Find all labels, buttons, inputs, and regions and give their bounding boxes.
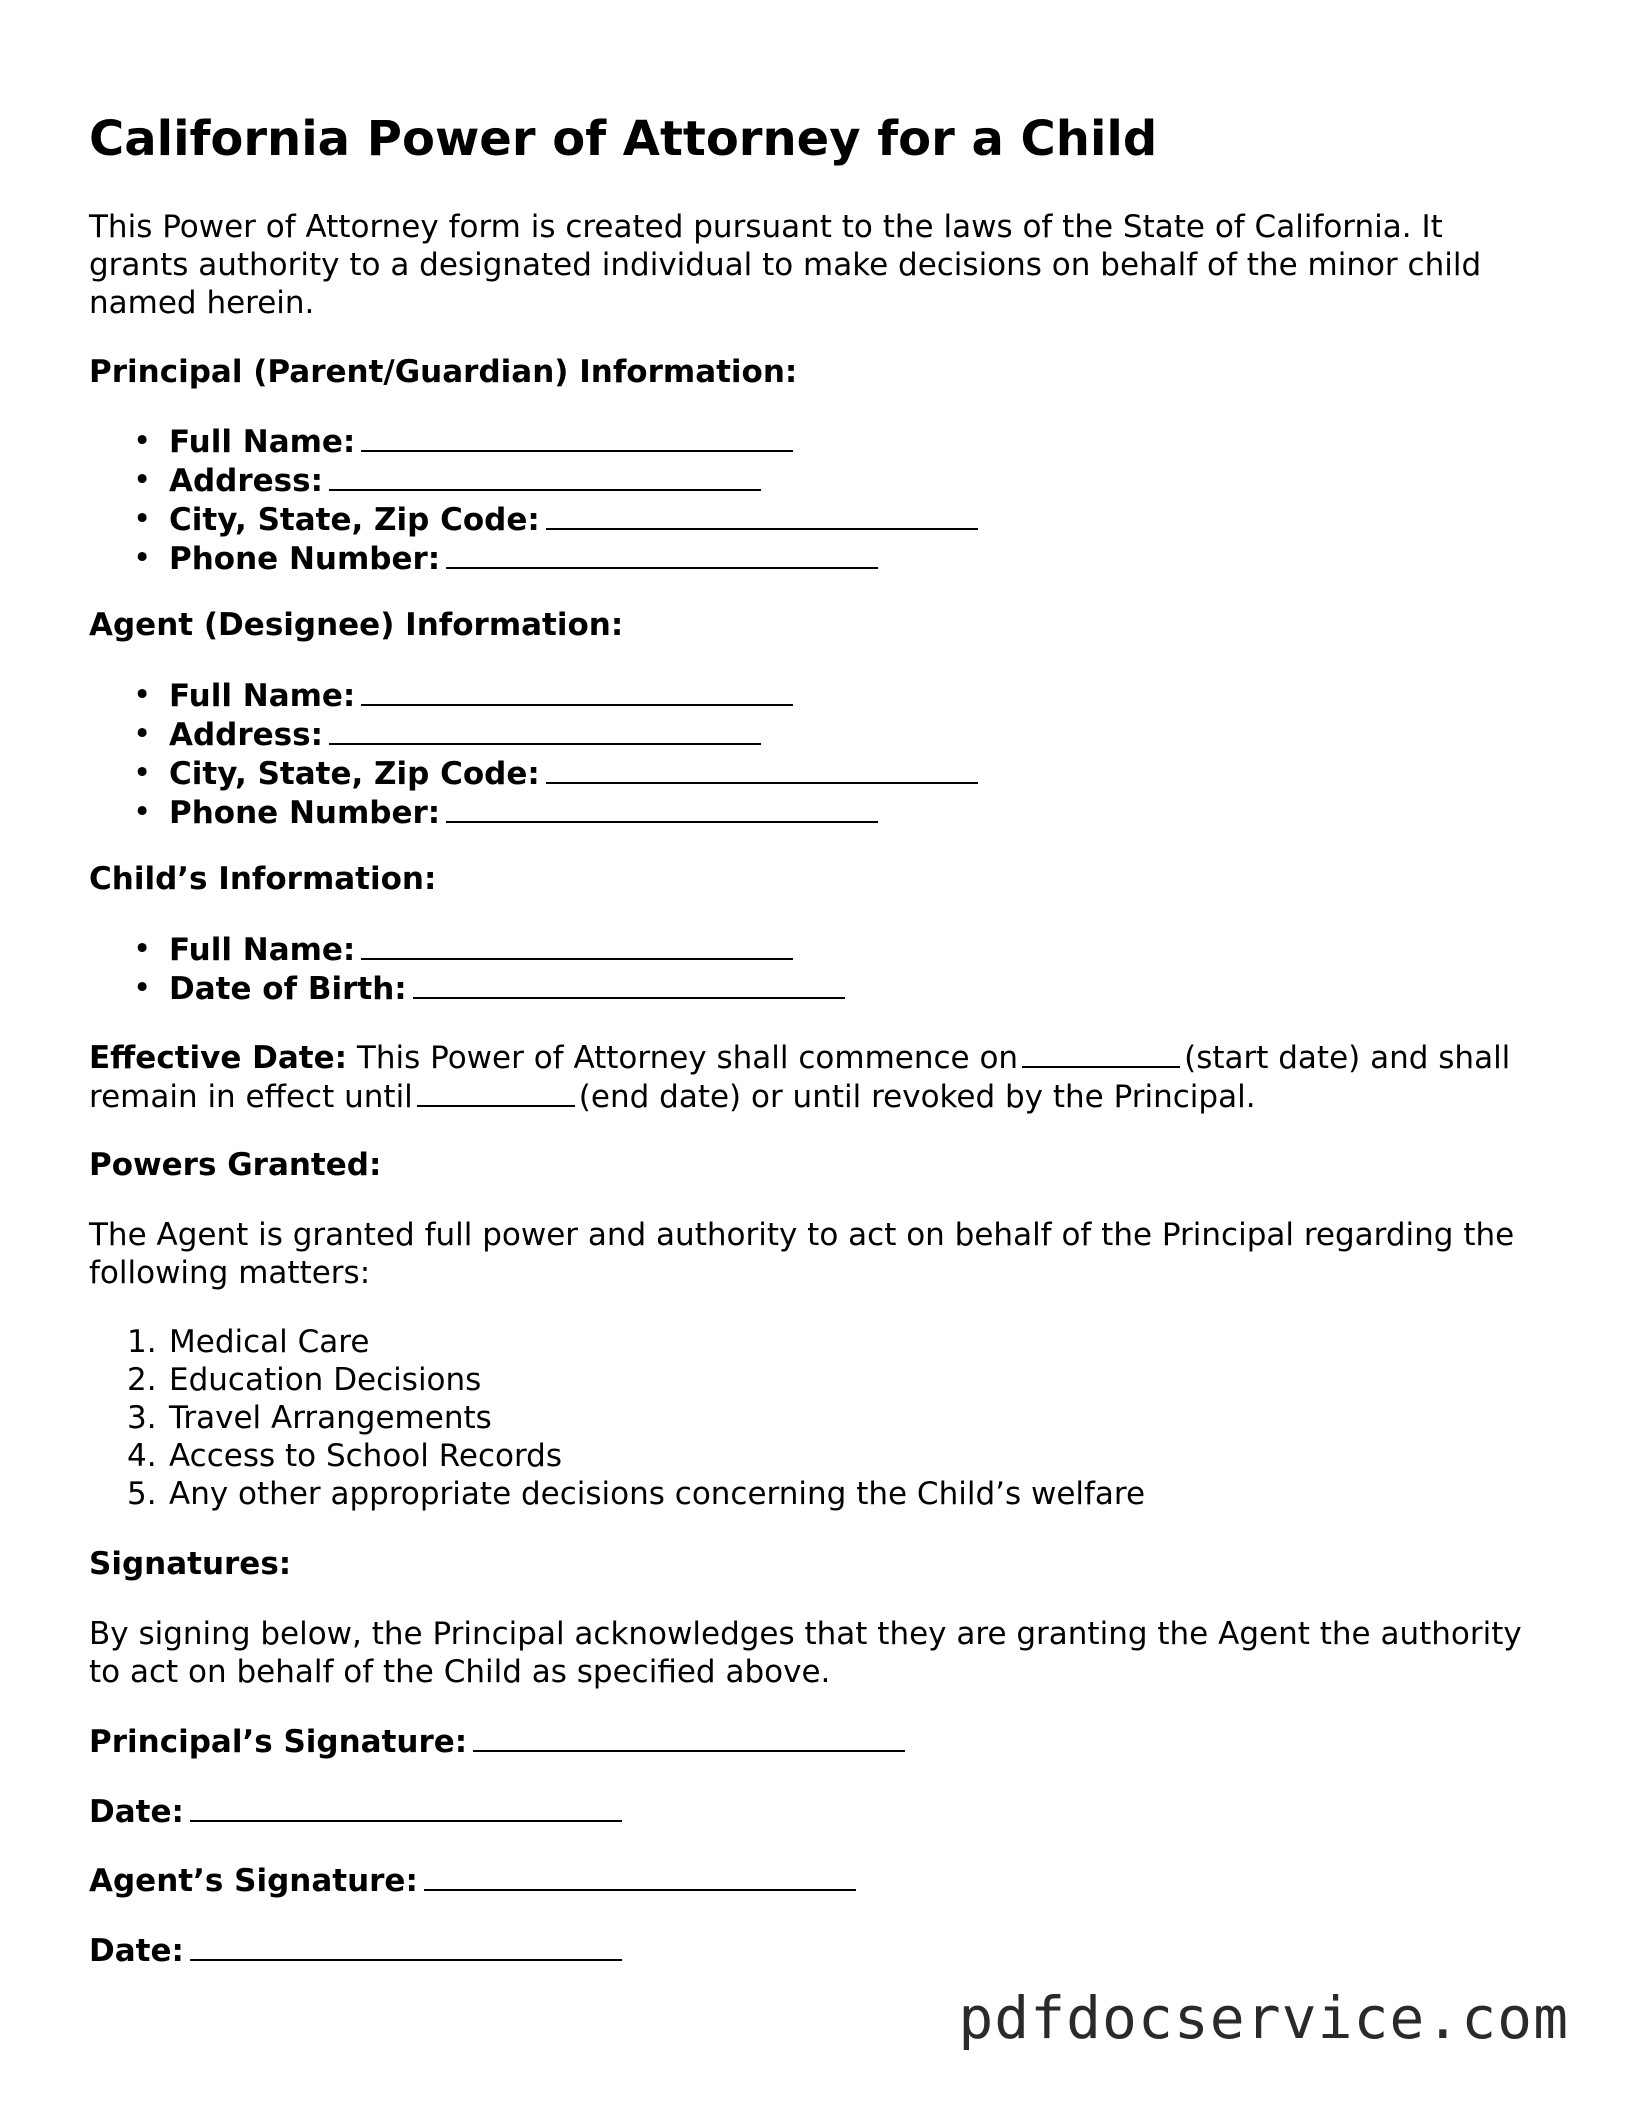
city-state-zip-blank: [546, 754, 978, 784]
watermark-text: pdfdocservice.com: [958, 1984, 1569, 2052]
agent-heading: Agent (Designee) Information:: [89, 607, 624, 643]
field-label: Phone Number:: [169, 541, 441, 577]
bullet-icon: •: [133, 755, 152, 791]
agent-city-field: [89, 754, 978, 793]
phone-number-blank: [446, 793, 878, 823]
bullet-icon: •: [133, 677, 152, 713]
field-label: Full Name:: [169, 932, 356, 968]
field-label: Date of Birth:: [169, 971, 407, 1007]
bullet-icon: •: [133, 931, 152, 967]
principal-signature-line: [89, 1722, 905, 1761]
principal-phone-field: [89, 539, 978, 578]
agent-signature-label: Agent’s Signature:: [89, 1863, 418, 1899]
signatures-heading: Signatures:: [89, 1546, 292, 1582]
principal-date-blank: [190, 1792, 622, 1822]
field-label: Phone Number:: [169, 795, 441, 831]
field-label: Full Name:: [169, 678, 356, 714]
agent-date-line: [89, 1931, 622, 1970]
agent-date-label: Date:: [89, 1933, 184, 1969]
address-blank: [329, 715, 761, 745]
agent-full-name-field: [89, 676, 978, 715]
bullet-icon: •: [133, 794, 152, 830]
bullet-icon: •: [133, 716, 152, 752]
item-number: 5.: [127, 1476, 157, 1512]
full-name-blank: [361, 676, 793, 706]
child-full-name-field: [89, 930, 845, 969]
item-number: 2.: [127, 1362, 157, 1398]
field-label: Address:: [169, 463, 323, 499]
principal-full-name-field: [89, 422, 978, 461]
agent-phone-field: [89, 793, 978, 832]
field-label: City, State, Zip Code:: [169, 756, 540, 792]
power-item: [89, 1361, 1145, 1399]
powers-heading: Powers Granted:: [89, 1147, 382, 1183]
start-date-blank: [1022, 1038, 1180, 1068]
principal-signature-label: Principal’s Signature:: [89, 1724, 468, 1760]
principal-city-field: [89, 500, 978, 539]
effective-text-1: This Power of Attorney shall commence on: [356, 1040, 1019, 1076]
field-label: City, State, Zip Code:: [169, 502, 540, 538]
city-state-zip-blank: [546, 500, 978, 530]
date-of-birth-blank: [413, 969, 845, 999]
principal-signature-blank: [473, 1722, 905, 1752]
agent-fields: [89, 676, 978, 832]
effective-text-3: (end date) or until revoked by the Principal.: [578, 1079, 1256, 1115]
field-label: Address:: [169, 717, 323, 753]
bullet-icon: •: [133, 540, 152, 576]
item-text: Access to School Records: [169, 1438, 562, 1474]
address-blank: [329, 461, 761, 491]
effective-date-label: Effective Date:: [89, 1040, 348, 1076]
field-label: Full Name:: [169, 424, 356, 460]
phone-number-blank: [446, 539, 878, 569]
principal-fields: [89, 422, 978, 578]
effective-text-2: (start date) and shall remain in effect until: [89, 1040, 1511, 1115]
item-number: 4.: [127, 1438, 157, 1474]
child-fields: [89, 930, 845, 1008]
principal-date-line: [89, 1792, 622, 1831]
principal-heading: Principal (Parent/Guardian) Information:: [89, 354, 798, 390]
item-text: Travel Arrangements: [169, 1400, 492, 1436]
principal-date-label: Date:: [89, 1794, 184, 1830]
item-text: Any other appropriate decisions concerning the Child’s welfare: [169, 1476, 1146, 1512]
full-name-blank: [361, 422, 793, 452]
intro-paragraph: This Power of Attorney form is created pursuant to the laws of the State of California. It grants authority to a designated individual to make decisions on behalf of the minor child named herein.: [89, 209, 1482, 321]
full-name-blank: [361, 930, 793, 960]
signatures-intro: By signing below, the Principal acknowledges that they are granting the Agent the authority to act on behalf of the Child as specified above.: [89, 1616, 1522, 1690]
bullet-icon: •: [133, 501, 152, 537]
bullet-icon: •: [133, 970, 152, 1006]
item-number: 3.: [127, 1400, 157, 1436]
document-title: California Power of Attorney for a Child: [89, 111, 1158, 167]
effective-date-paragraph: [89, 1038, 1529, 1116]
agent-address-field: [89, 715, 978, 754]
bullet-icon: •: [133, 423, 152, 459]
agent-signature-blank: [424, 1861, 856, 1891]
power-item: [89, 1475, 1145, 1513]
power-item: [89, 1437, 1145, 1475]
item-text: Education Decisions: [169, 1362, 482, 1398]
principal-address-field: [89, 461, 978, 500]
end-date-blank: [417, 1077, 575, 1107]
item-text: Medical Care: [169, 1324, 370, 1360]
child-heading: Child’s Information:: [89, 861, 437, 897]
power-item: [89, 1399, 1145, 1437]
bullet-icon: •: [133, 462, 152, 498]
agent-signature-line: [89, 1861, 856, 1900]
agent-date-blank: [190, 1931, 622, 1961]
power-item: [89, 1323, 1145, 1361]
item-number: 1.: [127, 1324, 157, 1360]
child-dob-field: [89, 969, 845, 1008]
powers-list: [89, 1323, 1145, 1513]
powers-intro: The Agent is granted full power and authority to act on behalf of the Principal regarding the following matters:: [89, 1217, 1515, 1291]
